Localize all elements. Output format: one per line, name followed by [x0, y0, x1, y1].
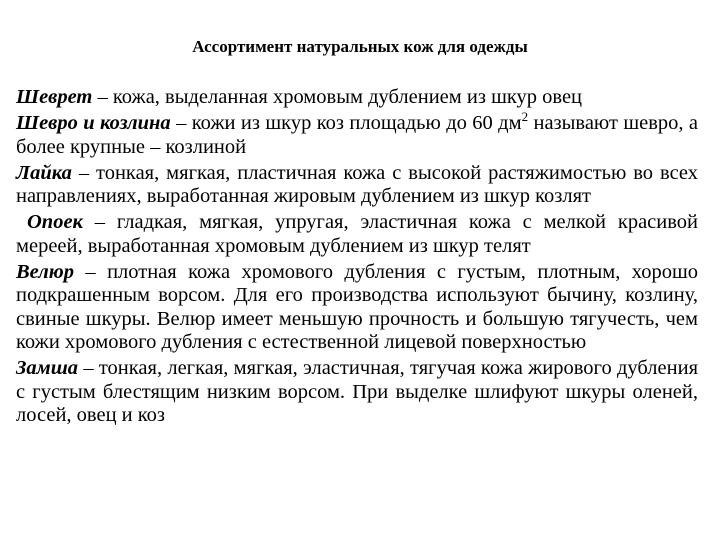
entry-shevro-kozlina [16, 109, 699, 159]
entry-text: – кожа, выделанная хромовым дублением из шкур овец [92, 86, 583, 108]
entry-shevret [16, 86, 698, 110]
entry-text: – гладкая, мягкая, упругая, эластичная кожа с мелкой красивой мереей, выработанная хромовым дублением из шкур телят [16, 211, 698, 257]
entry-superscript: 2 [521, 109, 529, 124]
entry-text: – кожи из шкур коз площадью до 60 дм [170, 112, 522, 134]
entry-term: Шевро и козлина [16, 112, 171, 134]
entry-list [16, 86, 698, 430]
entry-zamsha [16, 357, 698, 428]
entry-laika [16, 162, 698, 209]
entry-term: Шеврет [16, 86, 93, 108]
entry-term: Замша [16, 357, 79, 379]
entry-text: – тонкая, мягкая, пластичная кожа с высокой растяжимостью во всех направлениях, выработанная жировым дублением из шкур козлят [16, 161, 698, 207]
entry-text: – плотная кожа хромового дубления с густым, плотным, хорошо подкрашенным ворсом. Для его производства используют бычину, козлину, свиные шкуры. Велюр имеет меньшую прочность и большую тягучесть, чем кожи хромового дубления с естественной лицевой поверхностью [16, 260, 698, 353]
slide-title: Ассортимент натуральных кож для одежды [192, 37, 528, 56]
entry-term: Велюр [16, 260, 74, 283]
entry-text-continued: называют шевро, а более крупные – козлиной [16, 112, 699, 158]
entry-velyur [16, 261, 698, 355]
entry-text: – тонкая, легкая, мягкая, эластичная, тягучая кожа жирового дубления с густым блестящим низким ворсом. При выделке шлифуют шкуры оленей, лосей, овец и коз [16, 357, 698, 426]
entry-term: Опоек [27, 211, 83, 233]
entry-term: Лайка [16, 161, 72, 184]
entry-opoek [16, 211, 698, 258]
